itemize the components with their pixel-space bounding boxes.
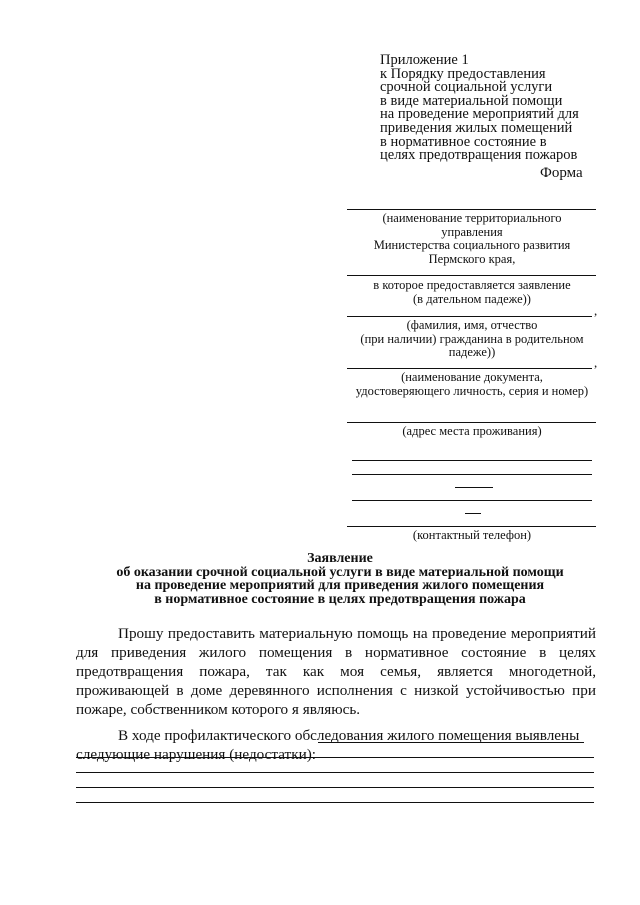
statement-title: Заявление об оказании срочной социальной услуги в виде материальной помощи на проведение мероприятий для приведения жилого помещения в нормативное состояние в целях предотвращения пожара <box>116 551 564 607</box>
form-label: Форма <box>540 165 583 181</box>
violations-intro: В ходе профилактического обследования жилого помещения выявлены <box>118 727 580 744</box>
appendix-line: в виде материальной помощи <box>380 92 563 109</box>
identity-document-caption: (наименование документа, удостоверяющего личность, серия и номер) <box>355 370 589 398</box>
appendix-header <box>380 54 620 163</box>
violations-line[interactable] <box>76 772 594 773</box>
appendix-line: приведения жилых помещений <box>380 119 573 136</box>
territorial-department-field[interactable] <box>347 209 596 210</box>
appendix-line: в нормативное состояние в <box>380 133 547 150</box>
violations-line[interactable] <box>76 757 594 758</box>
addressee-field[interactable] <box>347 275 596 276</box>
appendix-line: к Порядку предоставления <box>380 65 546 82</box>
address-dash <box>465 513 481 514</box>
appendix-line: на проведение мероприятий для <box>380 106 579 123</box>
appendix-line: целях предотвращения пожаров <box>380 147 578 164</box>
address-line-4[interactable] <box>352 500 592 501</box>
phone-caption: (контактный телефон) <box>412 528 532 542</box>
violations-line[interactable] <box>76 802 594 803</box>
address-caption: (адрес места проживания) <box>402 424 542 438</box>
address-line-2[interactable] <box>352 460 592 461</box>
comma-mark: , <box>594 303 598 318</box>
violations-field[interactable] <box>318 742 584 743</box>
appendix-line: срочной социальной услуги <box>380 79 553 96</box>
addressee-caption: в которое предоставляется заявление (в дательном падеже)) <box>373 278 571 306</box>
address-dash <box>455 487 493 488</box>
appendix-line: Приложение 1 <box>380 52 469 68</box>
applicant-name-field[interactable] <box>347 316 592 317</box>
violations-line[interactable] <box>76 787 594 788</box>
address-field[interactable] <box>347 422 596 423</box>
territorial-department-caption: (наименование территориального управления Министерства социального развития Пермского края, <box>373 211 571 266</box>
violations-label: следующие нарушения (недостатки): <box>76 746 316 763</box>
request-paragraph: Прошу предоставить материальную помощь на проведение мероприятий для приведения жилого помещения в нормативное состояние в целях предотвращения пожара, так как моя семья, является многодетной, проживающей в доме деревянного исполнения с низкой устойчивостью при пожаре, собственником которого я являюсь. <box>76 625 596 718</box>
applicant-name-caption: (фамилия, имя, отчество (при наличии) гражданина в родительном падеже)) <box>360 318 584 359</box>
comma-mark: , <box>594 355 598 370</box>
phone-field[interactable] <box>347 526 596 527</box>
address-line-3[interactable] <box>352 474 592 475</box>
identity-document-field[interactable] <box>347 368 592 369</box>
